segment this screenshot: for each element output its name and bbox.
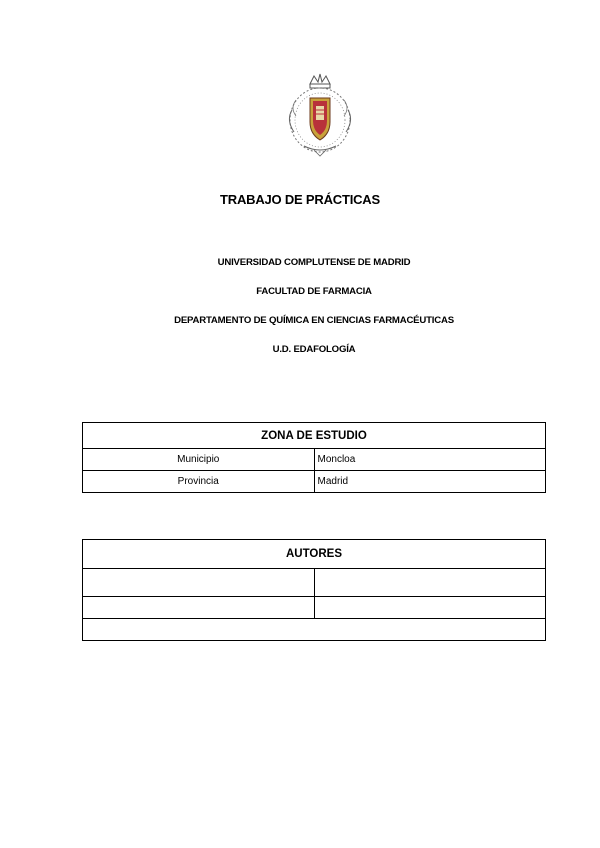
unit-name: U.D. EDAFOLOGÍA bbox=[272, 344, 356, 355]
authors-heading: AUTORES bbox=[83, 540, 546, 569]
municipality-label: Municipio bbox=[83, 449, 315, 471]
faculty-name: FACULTAD DE FARMACIA bbox=[256, 286, 372, 297]
municipality-value: Moncloa bbox=[314, 449, 546, 471]
author-full-cell bbox=[83, 619, 546, 641]
author-name-cell bbox=[83, 597, 315, 619]
author-row bbox=[83, 619, 546, 641]
department-name: DEPARTAMENTO DE QUÍMICA EN CIENCIAS FARMACÉUTICAS bbox=[174, 315, 454, 326]
province-value: Madrid bbox=[314, 471, 546, 493]
table-row bbox=[83, 471, 546, 493]
author-name-cell bbox=[83, 569, 315, 597]
author-row bbox=[83, 569, 546, 597]
table-row bbox=[83, 449, 546, 471]
study-zone-table bbox=[82, 422, 546, 493]
document-title: TRABAJO DE PRÁCTICAS bbox=[220, 192, 380, 207]
author-row bbox=[83, 597, 546, 619]
author-extra-cell bbox=[314, 597, 546, 619]
university-seal-icon bbox=[280, 70, 360, 160]
province-label: Provincia bbox=[83, 471, 315, 493]
author-extra-cell bbox=[314, 569, 546, 597]
study-zone-heading: ZONA DE ESTUDIO bbox=[83, 423, 546, 449]
authors-table bbox=[82, 539, 546, 641]
university-name: UNIVERSIDAD COMPLUTENSE DE MADRID bbox=[217, 257, 411, 268]
